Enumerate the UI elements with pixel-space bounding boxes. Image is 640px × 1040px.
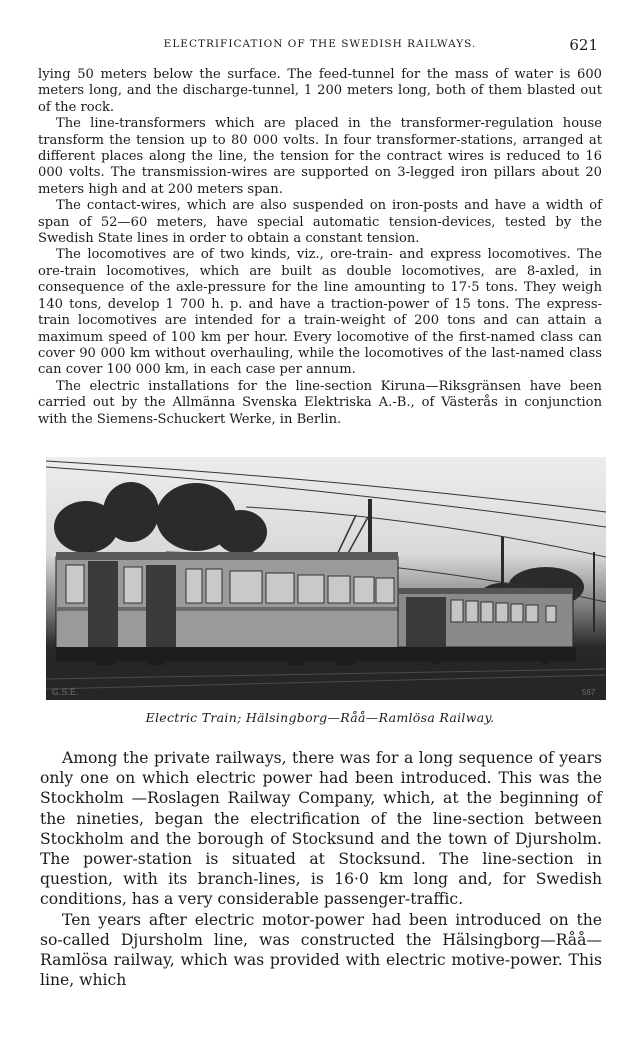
main-text-section — [40, 748, 602, 990]
paragraph: Among the private railways, there was for a long sequence of years only one on which electric power had been introduced. This was the Stockholm —Roslagen Railway Company, which, at the beginning of the nineties, began the electrification of the line-section between Stockholm and the borough of Stocksund and the town of Djursholm. The power-station is situated at Stocksund. The line-section in question, with its branch-lines, is 16·0 km long and, for Swedish conditions, has a very considerable passenger-traffic. — [40, 749, 602, 909]
figure-caption: Electric Train; Hälsingborg—Råå—Ramlösa Railway. — [145, 710, 495, 725]
front-car — [56, 552, 398, 653]
paragraph: The contact-wires, which are also suspended on iron-posts and have a width of span of 52—60 meters, have special automatic tension-devices, tested by the Swedish State lines in order to obtain a constant tension. — [38, 198, 602, 247]
paragraph: The electric installations for the line-section Kiruna—Riksgränsen have been carried out by the Allmänna Svenska Elektriska A.-B., of Västerås in conjunction with the Siemens-Schuckert Werke, in Berlin. — [38, 378, 602, 427]
paragraph: Ten years after electric motor-power had been introduced on the so-called Djursholm line, was constructed the Hälsingborg—Råå—Ramlösa railway, which was provided with electric motive-power. This line, which — [40, 910, 602, 990]
train-photograph — [46, 457, 606, 700]
page-number: 621 — [569, 36, 598, 54]
small-print-section — [38, 67, 602, 428]
paragraph: The line-transformers which are placed in the transformer-regulation house transform the tension up to 80 000 volts. In four transformer-stations, arranged at different places along the line, the tension for the contract wires is reduced to 16 000 volts. The transmission-wires are supported on 3-legged iron pillars about 20 meters high and at 200 meters span. — [38, 116, 602, 197]
corner-mark-left: G.S.E. — [52, 687, 79, 697]
running-title: ELECTRIFICATION OF THE SWEDISH RAILWAYS. — [163, 38, 477, 50]
paragraph: The locomotives are of two kinds, viz., ore-train- and express locomotives. The ore-train locomotives, which are built as double locomotives, are 8-axled, in consequence of the axle-pressure for the line amounting to 17·5 tons. They weigh 140 tons, develop 1 700 h. p. and have a traction-power of 15 tons. The express-train locomotives are intended for a train-weight of 200 tons and can attain a maximum speed of 100 km per hour. Every locomotive of the first-named class can cover 90 000 km without overhauling, while the locomotives of the last-named class can cover 100 000 km, in each case per annum. — [38, 247, 602, 378]
paragraph: lying 50 meters below the surface. The feed-tunnel for the mass of water is 600 meters long, and the discharge-tunnel, 1 200 meters long, both of them blasted out of the rock. — [38, 67, 602, 115]
corner-mark-right: 567 — [582, 688, 596, 697]
rear-car — [398, 588, 573, 647]
running-head — [40, 36, 600, 54]
trolley-poles — [336, 515, 368, 557]
train-photograph-drawing — [46, 457, 606, 700]
